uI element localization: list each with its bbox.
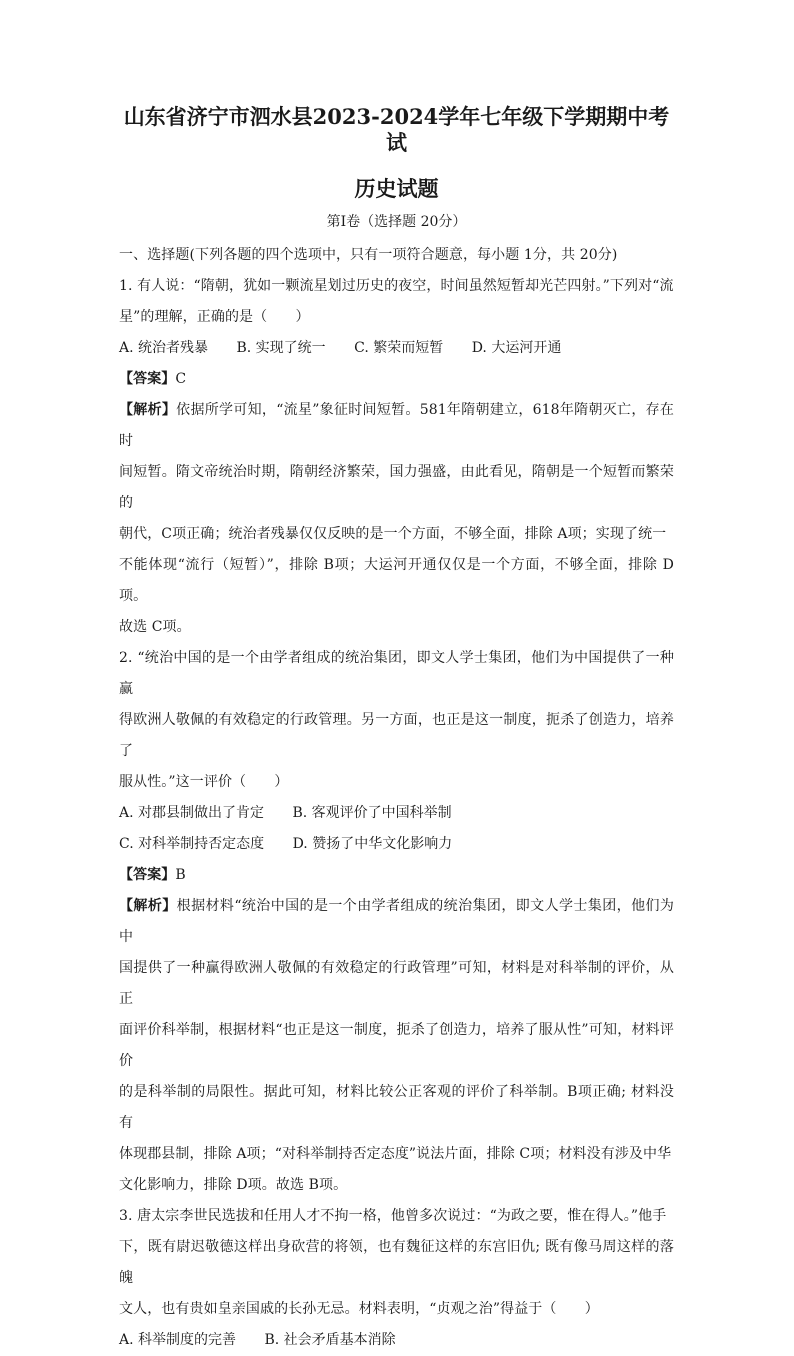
question-2-stem-line: 服从性。”这一评价（ ） bbox=[119, 774, 289, 790]
question-1-stem-line: 星”的理解，正确的是（ ） bbox=[119, 309, 310, 325]
question-3-stem-line: 文人，也有贵如皇亲国戚的长孙无忌。材料表明，“贞观之治”得益于（ ） bbox=[119, 1301, 599, 1317]
question-2-options-row bbox=[119, 829, 674, 860]
question-3-stem-line: 下，既有尉迟敬德这样出身砍营的将领，也有魏征这样的东宫旧仇; 既有像马周这样的落魄 bbox=[119, 1239, 674, 1286]
question-2-analysis-line: 文化影响力，排除 D项。故选 B项。 bbox=[119, 1177, 348, 1193]
document-subject-title: 历史试题 bbox=[354, 176, 439, 201]
answer-tag: 【答案】 bbox=[119, 371, 176, 387]
question-2-analysis-line: 国提供了一种赢得欧洲人敬佩的有效稳定的行政管理”可知，材料是对科举制的评价，从正 bbox=[119, 960, 674, 1007]
question-1-option-c: C. 繁荣而短暂 bbox=[354, 340, 444, 356]
question-2-stem-line: 2. “统治中国的是一个由学者组成的统治集团，即文人学士集团，他们为中国提供了一种赢 bbox=[119, 650, 674, 697]
question-2-option-d: D. 赞扬了中华文化影响力 bbox=[292, 836, 453, 852]
question-1-stem-line: 1. 有人说：“隋朝，犹如一颗流星划过历史的夜空，时间虽然短暂却光芒四射。”下列对“流 bbox=[119, 278, 674, 294]
question-2-analysis-line: 体现郡县制，排除 A项；“对科举制持否定态度”说法片面，排除 C项；材料没有涉及中华 bbox=[119, 1146, 672, 1162]
question-1-analysis-line: 间短暂。隋文帝统治时期，隋朝经济繁荣，国力强盛，由此看见，隋朝是一个短暂而繁荣的 bbox=[119, 464, 674, 511]
question-1 bbox=[119, 271, 674, 643]
question-3-option-b: B. 社会矛盾基本消除 bbox=[264, 1332, 396, 1348]
analysis-tag: 【解析】 bbox=[119, 402, 177, 418]
answer-tag: 【答案】 bbox=[119, 867, 176, 883]
question-1-answer bbox=[119, 364, 674, 395]
question-3-option-a: A. 科举制度的完善 bbox=[119, 1332, 237, 1348]
question-2-options-row bbox=[119, 798, 674, 829]
question-2-option-a: A. 对郡县制做出了肯定 bbox=[119, 805, 265, 821]
question-3 bbox=[119, 1201, 674, 1356]
analysis-text: 依据所学可知，“流星”象征时间短暂。581年隋朝建立，618年隋朝灭亡，存在时 bbox=[119, 402, 674, 449]
answer-value: C bbox=[175, 371, 187, 387]
question-2-option-c: C. 对科举制持否定态度 bbox=[119, 836, 265, 852]
answer-value: B bbox=[175, 867, 186, 883]
question-3-options-row bbox=[119, 1325, 674, 1356]
question-3-stem-line: 3. 唐太宗李世民选拔和任用人才不拘一格，他曾多次说过：“为政之要，惟在得人。”他手 bbox=[119, 1208, 667, 1224]
question-1-option-a: A. 统治者残暴 bbox=[119, 340, 209, 356]
document-title: 山东省济宁市泗水县2023-2024学年七年级下学期期中考试 bbox=[123, 104, 670, 155]
analysis-text: 根据材料“统治中国的是一个由学者组成的统治集团，即文人学士集团，他们为中 bbox=[119, 898, 674, 945]
question-1-analysis-line: 朝代，C项正确；统治者残暴仅仅反映的是一个方面，不够全面，排除 A项；实现了统一 bbox=[119, 526, 667, 542]
question-2-analysis-line bbox=[119, 891, 674, 953]
question-2-option-b: B. 客观评价了中国科举制 bbox=[292, 805, 452, 821]
question-1-option-b: B. 实现了统一 bbox=[236, 340, 326, 356]
question-2 bbox=[119, 643, 674, 1201]
question-2-analysis-line: 的是科举制的局限性。据此可知，材料比较公正客观的评价了科举制。B项正确; 材料没有 bbox=[119, 1084, 674, 1131]
section-header: 第Ⅰ卷（选择题 20分） bbox=[326, 214, 467, 230]
question-2-stem-line: 得欧洲人敬佩的有效稳定的行政管理。另一方面，也正是这一制度，扼杀了创造力，培养了 bbox=[119, 712, 674, 759]
section-instructions: 一、选择题(下列各题的四个选项中，只有一项符合题意，每小题 1分，共 20分) bbox=[119, 247, 618, 263]
question-2-analysis-line: 面评价科举制，根据材料“也正是这一制度，扼杀了创造力，培养了服从性”可知，材料评价 bbox=[119, 1022, 674, 1069]
question-2-answer bbox=[119, 860, 674, 891]
question-1-option-d: D. 大运河开通 bbox=[471, 340, 562, 356]
question-1-options bbox=[119, 333, 674, 364]
question-1-analysis-line: 故选 C项。 bbox=[119, 619, 191, 635]
analysis-tag: 【解析】 bbox=[119, 898, 177, 914]
question-1-analysis-line bbox=[119, 395, 674, 457]
question-1-analysis-line: 不能体现“流行（短暂）”，排除 B项；大运河开通仅仅是一个方面，不够全面，排除 D项。 bbox=[119, 557, 674, 604]
